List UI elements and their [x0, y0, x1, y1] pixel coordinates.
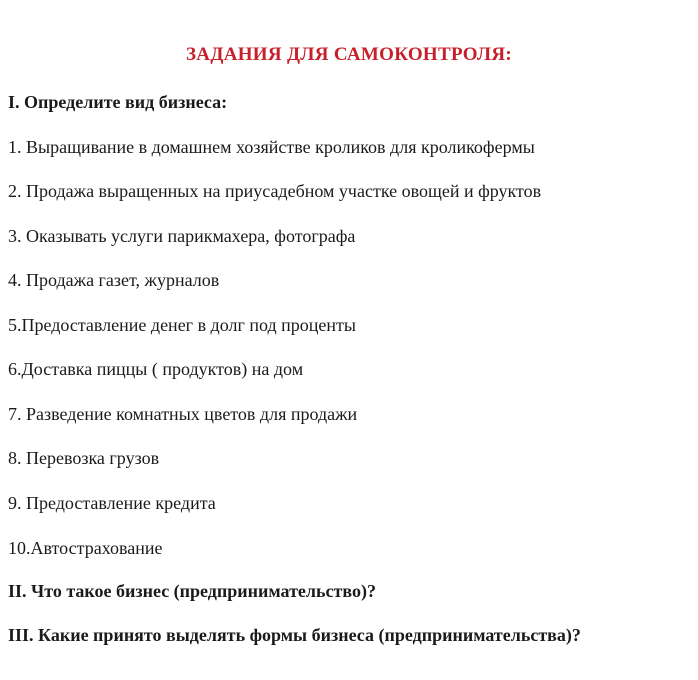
list-item-1: 1. Выращивание в домашнем хозяйстве кроликов для кроликофермы [8, 137, 535, 157]
list-item-5: 5.Предоставление денег в долг под проценты [8, 315, 356, 335]
section-1-heading: I. Определите вид бизнеса: [8, 92, 228, 112]
list-item-4: 4. Продажа газет, журналов [8, 270, 220, 290]
list-item-9: 9. Предоставление кредита [8, 493, 216, 513]
section-2-heading: II. Что такое бизнес (предпринимательство)? [8, 581, 376, 601]
list-item-10: 10.Автострахование [8, 538, 163, 558]
page-title: ЗАДАНИЯ ДЛЯ САМОКОНТРОЛЯ: [185, 44, 513, 65]
list-item-2: 2. Продажа выращенных на приусадебном участке овощей и фруктов [8, 181, 542, 201]
list-item-3: 3. Оказывать услуги парикмахера, фотографа [8, 226, 356, 246]
list-item-8: 8. Перевозка грузов [8, 448, 160, 468]
list-item-6: 6.Доставка пиццы ( продуктов) на дом [8, 359, 304, 379]
section-3-heading: III. Какие принято выделять формы бизнеса (предпринимательства)? [8, 625, 581, 645]
list-item-7: 7. Разведение комнатных цветов для продажи [8, 404, 358, 424]
